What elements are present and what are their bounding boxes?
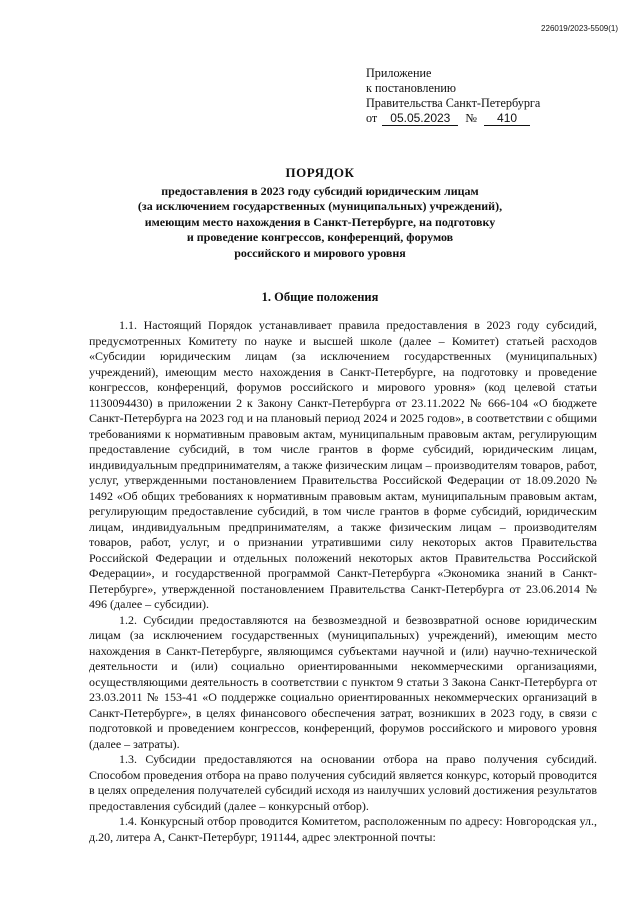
document-registration-number: 226019/2023-5509(1): [541, 24, 618, 33]
title-line-3: имеющим место нахождения в Санкт-Петербурге, на подготовку: [144, 214, 496, 229]
paragraph-1-1: 1.1. Настоящий Порядок устанавливает правила предоставления в 2023 году субсидий, предусмотренных Комитету по науке и высшей школе (далее – Комитет) статьей расходов «Субсидии юридическим лицам (за исключением государственных (муниципальных) учреждений), имеющим место нахождения в Санкт-Петербурге, на подготовку и проведение конгрессов, конференций, форумов российского и мирового уровня» (код целевой статьи 1130094430) в приложении 2 к Закону Санкт-Петербурга от 23.11.2022 № 666-104 «О бюджете Санкт-Петербурга на 2023 год и на плановый период 2024 и 2025 годов», в соответствии с общими требованиями к нормативным правовым актам, муниципальным правовым актам, регулирующим предоставление субсидий, в том числе грантов в форме субсидий, юридическим лицам, индивидуальным предпринимателям, а также физическим лицам – производителям товаров, работ, услуг, утвержденными постановлением Правительства Российской Федерации от 18.09.2020 № 1492 «Об общих требованиях к нормативным правовым актам, муниципальным правовым актам, регулирующим предоставление субсидий, в том числе грантов в форме субсидий, юридическим лицам, индивидуальным предпринимателям, а также физическим лицам – производителям товаров, работ, услуг, и о признании утратившими силу некоторых актов Правительства Российской Федерации и отдельных положений некоторых актов Правительства Российской Федерации», и государственной программой Санкт-Петербурга «Экономика знаний в Санкт-Петербурге», утвержденной постановлением Правительства Санкт-Петербурга от 23.06.2014 № 496 (далее – субсидии).: [89, 318, 597, 611]
resolution-number: 410: [484, 112, 530, 126]
paragraph-1-2: 1.2. Субсидии предоставляются на безвозмездной и безвозвратной основе юридическим лицам (за исключением государственных (муниципальных) учреждений), имеющим место нахождения в Санкт-Петербурге, являющимся субъектами научной и (или) научно-технической деятельности и (или) социально ориентированными некоммерческими организациями, осуществляющими деятельность в соответствии с пунктом 9 статьи 3 Закона Санкт-Петербурга от 23.03.2011 № 153-41 «О поддержке социально ориентированных некоммерческих организаций в Санкт-Петербурге», в целях финансового обеспечения затрат, возникших в 2023 году, в связи с подготовкой и проведением конгрессов, конференций, форумов российского и мирового уровня (далее – затраты).: [89, 612, 597, 751]
appendix-issuer: Правительства Санкт-Петербурга: [366, 96, 541, 110]
title-line-5: российского и мирового уровня: [234, 245, 406, 260]
appendix-to-resolution: к постановлению: [366, 81, 457, 95]
section-heading: 1. Общие положения: [261, 290, 379, 304]
title-line-4: и проведение конгрессов, конференций, форумов: [186, 230, 454, 245]
document-body: [89, 318, 597, 845]
appendix-title: Приложение: [366, 66, 432, 80]
paragraph-1-3: 1.3. Субсидии предоставляются на основании отбора на право получения субсидий. Способом проведения отбора на право получения субсидий является конкурс, который проводится в целях определения получателей субсидий исходя из наилучших условий достижения результатов предоставления субсидий (далее – конкурсный отбор).: [89, 752, 597, 813]
date-prefix: от: [366, 111, 378, 125]
title-line-2: (за исключением государственных (муниципальных) учреждений),: [137, 199, 503, 214]
paragraph-1-4: 1.4. Конкурсный отбор проводится Комитетом, расположенным по адресу: Новгородская ул., д.20, литера А, Санкт-Петербург, 191144, адрес электронной почты:: [89, 814, 597, 844]
title-line-1: предоставления в 2023 году субсидий юридическим лицам: [161, 184, 479, 198]
appendix-date-line: [366, 111, 606, 126]
appendix-block: [366, 66, 606, 126]
document-title: ПОРЯДОК: [285, 165, 355, 180]
document-title-block: [40, 165, 600, 261]
number-prefix: №: [465, 111, 477, 125]
resolution-date: 05.05.2023: [382, 112, 458, 126]
